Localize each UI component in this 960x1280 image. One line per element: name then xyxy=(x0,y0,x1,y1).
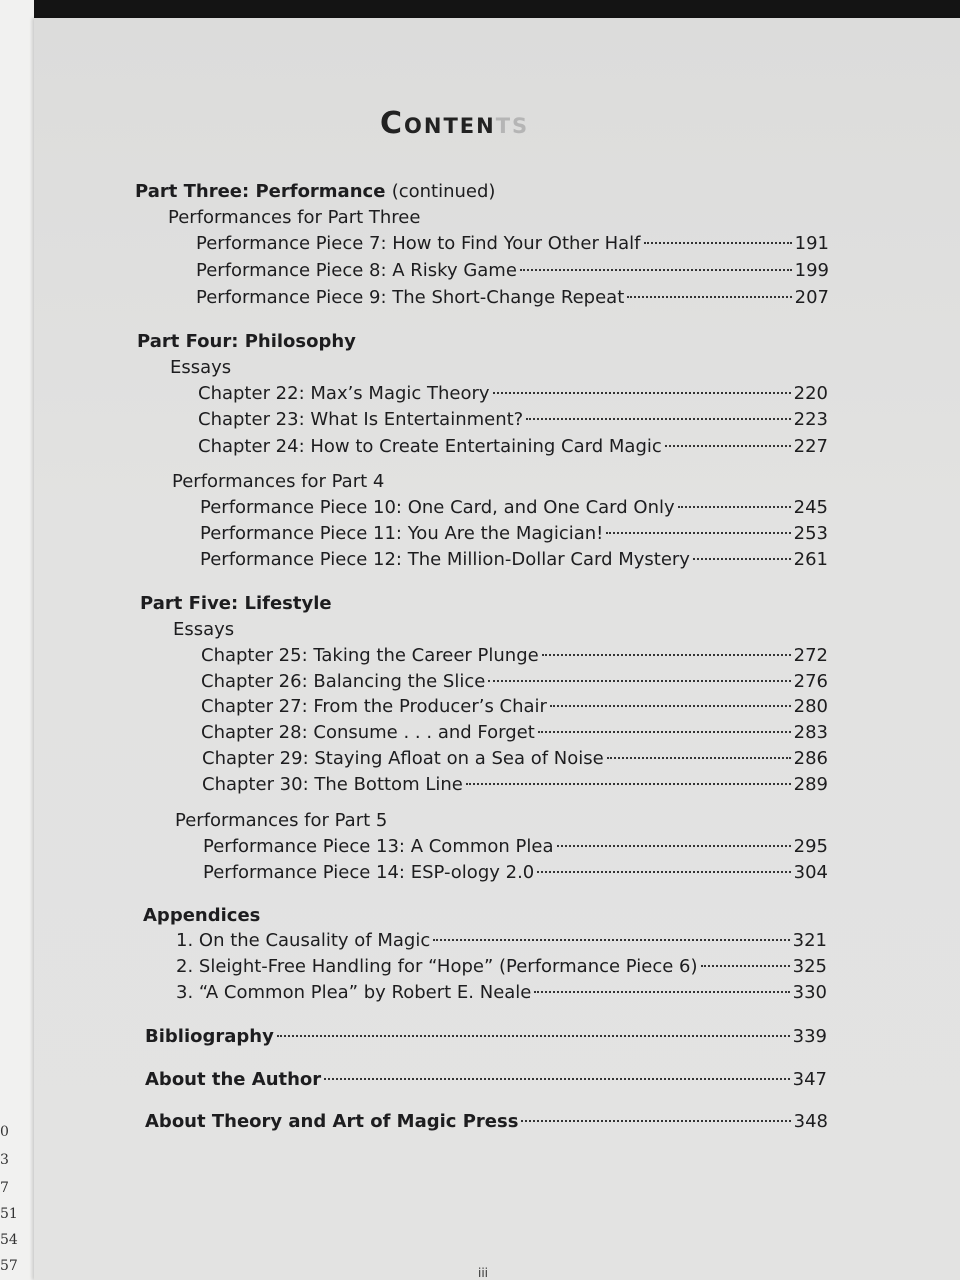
entry-page: 220 xyxy=(793,383,828,404)
toc-entry[interactable] xyxy=(202,747,828,771)
dot-leader xyxy=(627,296,791,298)
entry-page: 223 xyxy=(793,409,828,430)
toc-entry[interactable] xyxy=(200,522,828,546)
entry-title: 1. On the Causality of Magic xyxy=(176,930,431,951)
entry-page: 207 xyxy=(794,287,829,308)
entry-title: Chapter 24: How to Create Entertaining Card Magic xyxy=(198,436,662,457)
subsection-label: Essays xyxy=(173,619,235,640)
subsection-heading xyxy=(175,809,387,833)
entry-title: Performance Piece 10: One Card, and One Card Only xyxy=(200,497,675,518)
entry-page: 347 xyxy=(792,1069,827,1090)
toc-entry[interactable] xyxy=(201,721,828,745)
toc-entry[interactable] xyxy=(201,670,828,694)
dot-leader xyxy=(665,445,791,447)
dot-leader xyxy=(493,392,791,394)
part-five-heading xyxy=(140,592,332,616)
toc-entry[interactable] xyxy=(176,929,827,953)
subsection-label: Essays xyxy=(170,357,232,378)
entry-page: 330 xyxy=(792,982,827,1003)
entry-title: 2. Sleight-Free Handling for “Hope” (Performance Piece 6) xyxy=(176,956,698,977)
entry-page: 227 xyxy=(793,436,828,457)
entry-page: 191 xyxy=(794,233,829,254)
toc-entry[interactable] xyxy=(198,408,828,432)
toc-entry[interactable] xyxy=(201,695,828,719)
entry-page: 261 xyxy=(793,549,828,570)
dot-leader xyxy=(324,1078,789,1080)
toc-entry[interactable] xyxy=(196,286,829,310)
page-folio: iii xyxy=(478,1266,489,1280)
entry-page: 245 xyxy=(793,497,828,518)
dot-leader xyxy=(701,965,790,967)
dot-leader xyxy=(607,757,791,759)
entry-title: 3. “A Common Plea” by Robert E. Neale xyxy=(176,982,532,1003)
entry-page: 295 xyxy=(793,836,828,857)
dot-leader xyxy=(521,1120,790,1122)
subsection-label: Performances for Part 5 xyxy=(175,810,388,831)
margin-number: 7 xyxy=(0,1180,9,1196)
margin-number: 57 xyxy=(0,1258,18,1274)
dot-leader xyxy=(534,991,789,993)
subsection-heading xyxy=(172,470,384,494)
toc-entry[interactable] xyxy=(196,232,829,256)
toc-entry[interactable] xyxy=(176,981,827,1005)
entry-title: Performance Piece 14: ESP-ology 2.0 xyxy=(203,862,535,883)
toc-entry[interactable] xyxy=(202,773,828,797)
entry-title: Performance Piece 8: A Risky Game xyxy=(196,260,517,281)
dot-leader xyxy=(277,1035,790,1037)
entry-page: 253 xyxy=(793,523,828,544)
margin-number: 51 xyxy=(0,1206,18,1222)
toc-entry[interactable] xyxy=(201,644,828,668)
entry-page: 321 xyxy=(792,930,827,951)
toc-entry[interactable] xyxy=(203,835,828,859)
dot-leader xyxy=(542,654,791,656)
part-heading-text: Appendices xyxy=(143,905,261,926)
subsection-label: Performances for Part Three xyxy=(168,207,421,228)
dot-leader xyxy=(526,418,790,420)
entry-title: Performance Piece 12: The Million-Dollar Card Mystery xyxy=(200,549,690,570)
entry-page: 280 xyxy=(793,696,828,717)
toc-entry[interactable] xyxy=(196,259,829,283)
entry-title: Chapter 22: Max’s Magic Theory xyxy=(198,383,490,404)
subsection-heading xyxy=(173,618,234,642)
toc-entry[interactable] xyxy=(203,861,828,885)
part-heading-text: Part Five: Lifestyle xyxy=(140,593,332,614)
entry-page: 325 xyxy=(792,956,827,977)
entry-page: 289 xyxy=(793,774,828,795)
entry-title: Chapter 23: What Is Entertainment? xyxy=(198,409,524,430)
toc-entry[interactable] xyxy=(198,435,828,459)
part-three-heading xyxy=(135,180,495,204)
heading-suffix: (continued) xyxy=(391,181,496,202)
part-heading-text: Part Three: Performance xyxy=(135,181,386,202)
margin-number: 3 xyxy=(0,1152,9,1168)
toc-entry[interactable] xyxy=(200,496,828,520)
toc-entry[interactable] xyxy=(176,955,827,979)
entry-title: Performance Piece 11: You Are the Magician! xyxy=(200,523,604,544)
dot-leader xyxy=(538,731,791,733)
toc-entry-bibliography[interactable] xyxy=(145,1025,827,1049)
toc-entry-about-press[interactable] xyxy=(145,1110,828,1134)
margin-number: 0 xyxy=(0,1124,9,1140)
dot-leader xyxy=(678,506,791,508)
entry-page: 272 xyxy=(793,645,828,666)
appendices-heading xyxy=(143,904,260,928)
dot-leader xyxy=(520,269,792,271)
entry-page: 286 xyxy=(793,748,828,769)
dot-leader xyxy=(693,558,791,560)
dot-leader xyxy=(557,845,791,847)
entry-page: 339 xyxy=(792,1026,827,1047)
dot-leader xyxy=(433,939,789,941)
entry-page: 276 xyxy=(793,671,828,692)
entry-page: 199 xyxy=(794,260,829,281)
dot-leader xyxy=(606,532,790,534)
toc-entry[interactable] xyxy=(198,382,828,406)
part-heading-text: Part Four: Philosophy xyxy=(137,331,356,352)
margin-number: 54 xyxy=(0,1232,18,1248)
entry-title: Bibliography xyxy=(145,1026,274,1047)
subsection-label: Performances for Part 4 xyxy=(172,471,385,492)
entry-title: Performance Piece 7: How to Find Your Other Half xyxy=(196,233,641,254)
entry-title: Performance Piece 9: The Short-Change Repeat xyxy=(196,287,625,308)
entry-page: 348 xyxy=(793,1111,828,1132)
toc-entry[interactable] xyxy=(200,548,828,572)
subsection-heading xyxy=(168,206,420,230)
page-title: CONTENTS xyxy=(380,106,530,141)
entry-title: About Theory and Art of Magic Press xyxy=(145,1111,519,1132)
entry-title: Chapter 25: Taking the Career Plunge xyxy=(201,645,539,666)
entry-title: Chapter 26: Balancing the Slice xyxy=(201,671,486,692)
entry-page: 283 xyxy=(793,722,828,743)
toc-entry-about-author[interactable] xyxy=(145,1068,827,1092)
subsection-heading xyxy=(170,356,231,380)
entry-page: 304 xyxy=(793,862,828,883)
dot-leader xyxy=(537,871,790,873)
entry-title: Chapter 29: Staying Afloat on a Sea of Noise xyxy=(202,748,604,769)
dot-leader xyxy=(466,783,791,785)
dot-leader xyxy=(488,680,790,682)
entry-title: About the Author xyxy=(145,1069,322,1090)
dot-leader xyxy=(644,242,792,244)
entry-title: Chapter 27: From the Producer’s Chair xyxy=(201,696,547,717)
entry-title: Chapter 30: The Bottom Line xyxy=(202,774,463,795)
dot-leader xyxy=(550,705,791,707)
part-four-heading xyxy=(137,330,356,354)
entry-title: Chapter 28: Consume . . . and Forget xyxy=(201,722,535,743)
entry-title: Performance Piece 13: A Common Plea xyxy=(203,836,554,857)
